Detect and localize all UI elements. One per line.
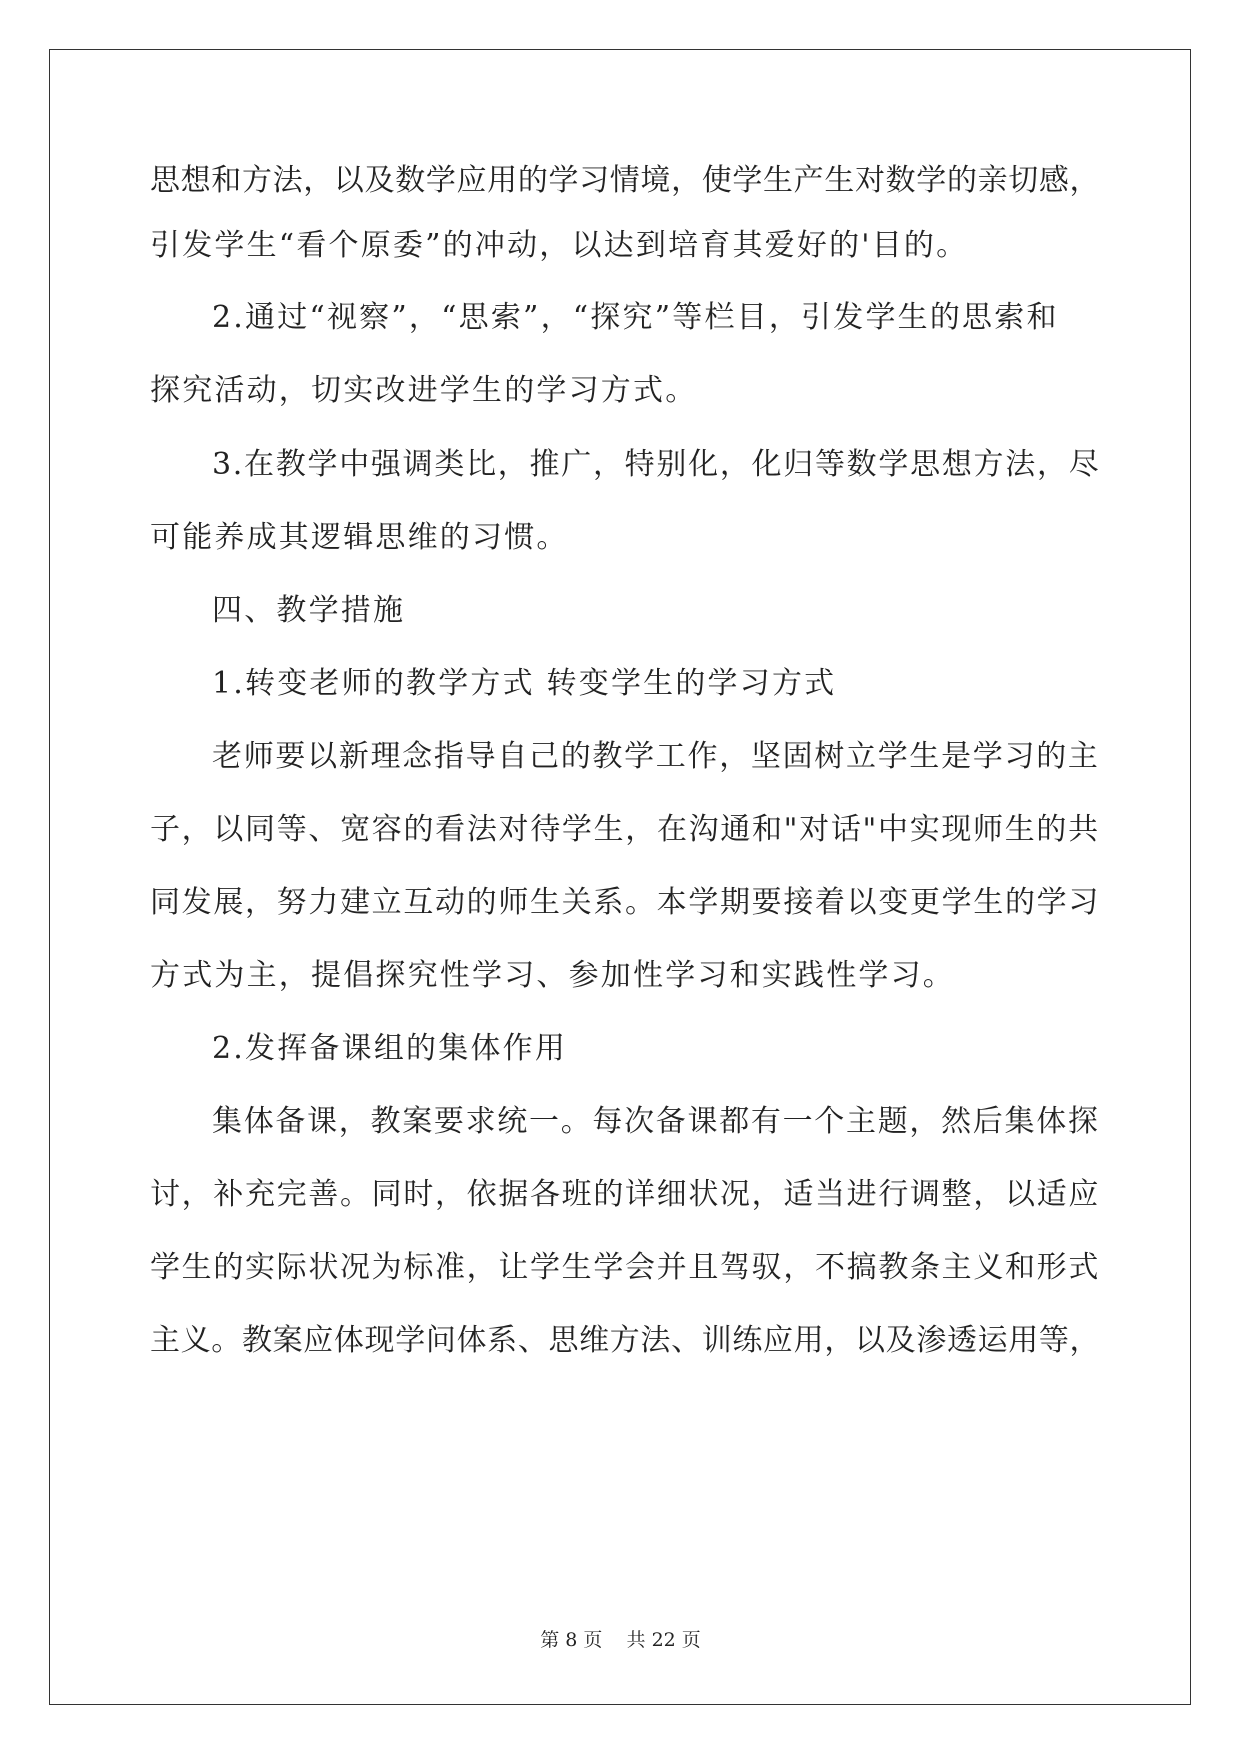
body-line-14: 集体备课，教案要求统一。每次备课都有一个主题，然后集体探 xyxy=(212,1104,1100,1139)
body-line-12: 方式为主，提倡探究性学习、参加性学习和实践性学习。 xyxy=(150,958,955,993)
body-line-6: 可能养成其逻辑思维的习惯。 xyxy=(150,520,569,555)
body-line-15: 讨，补充完善。同时，依据各班的详细状况，适当进行调整，以适应 xyxy=(150,1177,1100,1212)
body-line-2: 引发学生“看个原委”的冲动，以达到培育其爱好的'目的。 xyxy=(150,228,969,263)
subheading-1: 1.转变老师的教学方式 转变学生的学习方式 xyxy=(212,666,837,701)
body-line-17: 主义。教案应体现学问体系、思维方法、训练应用，以及渗透运用等， xyxy=(150,1323,1101,1358)
body-line-9: 老师要以新理念指导自己的教学工作，坚固树立学生是学习的主 xyxy=(212,739,1100,774)
body-line-11: 同发展，努力建立互动的师生关系。本学期要接着以变更学生的学习 xyxy=(150,885,1100,920)
body-line-5: 3.在教学中强调类比，推广，特别化，化归等数学思想方法，尽 xyxy=(212,447,1101,482)
body-line-3: 2.通过“视察”，“思索”，“探究”等栏目，引发学生的思索和 xyxy=(212,300,1059,335)
body-line-4: 探究活动，切实改进学生的学习方式。 xyxy=(150,373,698,408)
page-number-footer: 第 8 页 共 22 页 xyxy=(540,1629,701,1651)
body-line-10: 子，以同等、宽容的看法对待学生，在沟通和"对话"中实现师生的共 xyxy=(150,812,1100,847)
body-line-1: 思想和方法，以及数学应用的学习情境，使学生产生对数学的亲切感， xyxy=(150,163,1101,198)
section-heading: 四、教学措施 xyxy=(212,593,406,628)
body-line-16: 学生的实际状况为标准，让学生学会并且驾驭，不搞教条主义和形式 xyxy=(150,1250,1100,1285)
subheading-2: 2.发挥备课组的集体作用 xyxy=(212,1031,568,1066)
